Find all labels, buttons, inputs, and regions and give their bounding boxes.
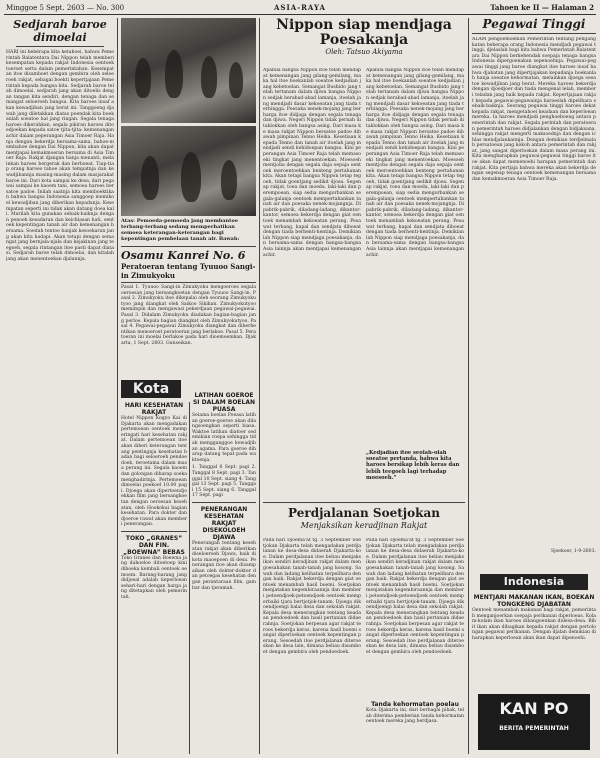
article-pegawai-closing: Sjoekoer, 1-9-2603. xyxy=(550,549,596,554)
article-osamu xyxy=(121,246,256,378)
article-osamu-subhead: Peratoeran tentang Tyuuoo Sangi-in Zimukyoku xyxy=(121,262,256,280)
article-soetjokan-subhead: Menjaksikan keradjinan Rakjat xyxy=(300,521,428,530)
kota-item2-title: TOKO „GRANES” DAN FIN. „BOEWNA” BEBAS xyxy=(123,534,185,556)
article-osamu-body: Pasal 1. Tyuuoo Sangi-in Zimukyoku mengoeroes segala oeroesan jang bersangkoetan dengan Tyuuoo Sangi-in. Pasal 2. Zimukyoku itoe dikepalai oleh seorang Zimukyokutyoo jang diangkat oleh Saikoo Sikikan. Zimukyokutyoo memimpin dan mengawasi pekerdjaan pegawai-pegawai. Pasal 3. Didalam Zimukyoku diadakan bagian-bagian jang perloe. Kepala bagian diangkat oleh Zimukyokutyoo. Pasal 4. Pegawai-pegawai Zimukyoku diangkat dan diberhentikan menoeroet peratoeran jang berlakoe. Pasal 5. Peratoeran ini moelai berlakoe pada hari dioemoemkan. Djakarta, 1 Sept. 2603. Gunseikan. xyxy=(121,285,256,346)
indonesia-banner: Indonesia xyxy=(480,574,588,590)
photo-pemoeda-bottom xyxy=(121,126,256,216)
article-nippon-head xyxy=(263,18,465,66)
latihan-body: Selama boelan Poeasa latihan goeroe-goeroe akan dilangsoengkan seperti biasa. Waktoe latihan diatoer sedemikian roepa sehingga tidak mengganggoe kewadjiban agama. Para goeroe diharap datang tepat pada waktoenja. xyxy=(192,413,256,463)
article-nippon-byline: Oleh: Tatsuo Akiyama xyxy=(325,48,403,56)
photo-figure xyxy=(181,152,201,202)
article-pegawai xyxy=(472,18,596,566)
column-divider xyxy=(468,18,469,754)
section-divider xyxy=(263,502,465,503)
photo-figure xyxy=(141,156,159,200)
latihan-list: 1. Tanggal 6 Sept. pagi 2. Tanggal 8 Sept. pagi 3. Tanggal 10 Sept. siang 4. Tanggal 13 Sept. pagi 5. Tanggal 15 Sept. siang 6. Tanggal 17 Sept. pagi xyxy=(192,465,256,499)
kanpo-ad-subtitle: BERITA PEMERINTAH xyxy=(499,725,569,732)
penerangan-title: PENERANGAN KESEHATAN RAKJAT DISEKOLOEH DJAWA xyxy=(200,505,248,541)
kanpo-ad-title: KAN PO xyxy=(499,699,569,718)
penerangan-body: Penerangan tentang kesehatan rakjat akan diberikan diseloeroeh Djawa, baik di kota maoepoen di desa. Penerangan itoe akan disampaikan oleh dokter-dokter dan petoegas kesehatan dengan perantaraan film, gambar dan tjeramah. xyxy=(192,540,256,591)
article-sedjarah xyxy=(6,18,114,754)
photo-caption: Atas: Pemoeda-pemoeda jang membantoe terbang-terbang sedang memperhatikan semoea keterangan-keterangan bagi kepentingan pembelaan tanah air. Bawah: xyxy=(121,218,240,242)
article-soetjokan-headline: Perdjalanan Soetjokan xyxy=(288,506,440,520)
kota-item2-body: Toko Granes dan Boewna jang dahoeloe ditoetoep kini diboeka kembali oentoek oemoem. Barang-barang jang didjoeal adalah keperloean sehari-hari dengan harga jang ditetapkan oleh pemerintah. xyxy=(121,555,187,601)
indonesia-section xyxy=(472,594,596,686)
kota-section xyxy=(121,402,187,754)
soetjokan-footer-title: Tanda kehormatan poelau xyxy=(371,701,459,708)
article-sedjarah-headline: Sedjarah baroe dimoelai xyxy=(13,18,107,44)
article-nippon-body-cont: Apabila bangsa Nippon itoe telah mendapat kemenangan jang gilang-gemilang, maka hal itoe boekanlah soeatoe kedjadian jang kebetoelan. Semangat Bushido jang telah tertanam dalam djiwa bangsa Nippon sedjak berabad-abad lamanja, itoelah jang mendjadi dasar kekoeatan jang tiada terhingga. Poesaka nenek-mojang jang berharga itoe didjaga dengan segala tenaga dan djiwa. Negeri Nippon tidak pernah ditaklokkan oleh bangsa asing. Dari masa ke masa rakjat Nippon bersatoe padoe dibawah pimpinan Tenno Heika. Kesetiaan kepada Tenno dan tanah air itoelah jang mendjadi sendi kehidoepan bangsa. Kini peperangan Asia Timoer Raja telah memasoeki tingkat jang menentoekan. Moesoeh mentjoba dengan segala daja oepaja oentoek meroentoehkan benteng pertahanan kita. Akan tetapi bangsa Nippon tetap tegoeh, tidak goentjang sedikit djoea. Segenap rakjat, toea dan moeda, laki-laki dan perempoean, siap sedia mengorbankan segala-galanja oentoek mempertahankan tanah air dan poesaka nenek-mojangnja. Dipabrik-pabrik, diladang-ladang, dikantor-kantor, semoea bekerdja dengan giat oentoek menambah kekoeatan perang. Pesawat terbang, kapal dan sendjata diboeat dengan tiada berhenti-hentinja. Demikianlah Nippon siap mendjaga poesakanja, dan bersama-sama dengan bangsa-bangsa Asia lainnja akan mentjapai kemenangan achir. xyxy=(366,68,464,258)
article-nippon-body: Apabila bangsa Nippon itoe telah mendapat kemenangan jang gilang-gemilang, maka hal itoe boekanlah soeatoe kedjadian jang kebetoelan. Semangat Bushido jang telah tertanam dalam djiwa bangsa Nippon sedjak berabad-abad lamanja, itoelah jang mendjadi dasar kekoeatan jang tiada terhingga. Poesaka nenek-mojang jang berharga itoe didjaga dengan segala tenaga dan djiwa. Negeri Nippon tidak pernah ditaklokkan oleh bangsa asing. Dari masa ke masa rakjat Nippon bersatoe padoe dibawah pimpinan Tenno Heika. Kesetiaan kepada Tenno dan tanah air itoelah jang mendjadi sendi kehidoepan bangsa. Kini peperangan Asia Timoer Raja telah memasoeki tingkat jang menentoekan. Moesoeh mentjoba dengan segala daja oepaja oentoek meroentoehkan benteng pertahanan kita. Akan tetapi bangsa Nippon tetap tegoeh, tidak goentjang sedikit djoea. Segenap rakjat, toea dan moeda, laki-laki dan perempoean, siap sedia mengorbankan segala-galanja oentoek mempertahankan tanah air dan poesaka nenek-mojangnja. Dipabrik-pabrik, diladang-ladang, dikantor-kantor, semoea bekerdja dengan giat oentoek menambah kekoeatan perang. Pesawat terbang, kapal dan sendjata diboeat dengan tiada berhenti-hentinja. Demikianlah Nippon siap mendjaga poesakanja, dan bersama-sama dengan bangsa-bangsa Asia lainnja akan mentjapai kemenangan achir. xyxy=(263,68,361,258)
article-nippon-note: „Kedjadian itoe seolah-olah soeatoe pertanda, bahwa kita haroes bersikap lebih keras dan lebih teegoeh lagi terhadap moesoeh.” xyxy=(366,450,460,481)
article-nippon-headline: Nippon siap mendjaga Poesakanja xyxy=(276,18,452,48)
column-divider xyxy=(189,402,190,754)
photo-figure xyxy=(165,50,183,98)
photo-figure xyxy=(201,56,217,98)
masthead-date: Minggoe 5 Sept. 2603 — No. 300 xyxy=(6,4,125,12)
article-soetjokan-col2 xyxy=(366,538,464,754)
indonesia-body: Oentoek menambah makanan bagi rakjat, pemerintah menganjoerkan soepaja perikanan diperloeas. Kolam-kolam ikan haroes dibangoenkan didesa-desa. Bibit ikan akan dibagikan kepada rakjat dengan pertolongan pegawai perikanan. Dengan djalan demikian diharapkan keperloean akan ikan dapat dipenoehi. xyxy=(472,608,596,641)
soetjokan-footer-body: Kota Djakarta ini, dari berbagai pihak, telah diterima pemberian tanda kehormatan oentoek mereka jang berdjasa. xyxy=(366,708,464,725)
article-pegawai-headline: Pegawai Tinggi xyxy=(482,18,586,31)
masthead xyxy=(4,2,596,15)
article-sedjarah-body: HARI ini bebérapa kita ketahoei, bahwa Pemerintah Balatentara Dai Nippon telah memberi kesempatan kepada rakjat Indonesia oentoek toeroet serta dalam pemerintahan. Kesempatan itoe disamboet dengan gembira oleh seloeroeh rakjat, sebagai boekti kepertjajaan Pemerintah kepada bangsa kita. Sedjarah baroe telah dimoelai, sedjarah jang akan ditoelis dengan tangan kita sendiri, dengan tenaga dan semangat seloeroeh bangsa. Kita haroes insaf akan kewadjiban jang berat ini. Tanggoeng djawab jang diletakkan diatas poendak kita boekanlah soeatoe hal jang ringan. Segala tenaga haroes dikerahkan, segala pikiran haroes ditoedjoekan kepada satoe tjita-tjita: kemenangan achir dalam peperangan Asia Timoer Raja. Hanja dengan bekerdja bersama-sama, bahoe-membahoe dengan Dai Nippon, kita akan dapat mentjapai kemakmoeran bersama di Asia Timoer Raja. Rakjat djangan hanja menanti, melainkan haroes bergerak dan berboeat. Tiap-tiap orang haroes tahoe akan tempatnja dan kewadjibannja masing-masing dalam masjarakat baroe ini. Dari kota sampai ke desa, dari pegawai sampai ke kaoem tani, semoea haroes bersatoe padoe. Inilah saatnja kita memboektikan bahwa bangsa Indonesia sanggoep memikoel kewadjiban jang diberikan kepadanja. Kesempatan seperti ini tidak akan datang doea kali. Marilah kita gunakan sebaik-baiknja dengan penoeh kesadaran dan keichlasan hati, oentoek kepentingan tanah air dan kemenangan bersama. Soedah tentoe banjak kesoekaran jang akan kita hadapi. Akan tetapi dengan semangat jang bernjala-njala dan kejakinan jang teegoeh, segala rintangan itoe pasti dapat diatasi. Sedjarah baroe telah dimoelai, dan kitalah jang akan menentoekan djalannja. xyxy=(6,50,114,262)
article-soetjokan-head xyxy=(263,506,465,536)
kota-banner: Kota xyxy=(121,380,181,398)
photo-figure xyxy=(221,160,237,200)
kanpo-ad xyxy=(478,694,590,750)
column-divider xyxy=(259,18,260,754)
latihan-section xyxy=(192,392,256,754)
masthead-title: ASIA-RAYA xyxy=(274,3,326,12)
masthead-issue: Tahoen ke II — Halaman 2 xyxy=(490,3,594,12)
kota-item1-body: Hotel Nippon Kogyo Kai di Djakarta akan mengadakan pertemoean oentoek memperingati hari kesehatan rakjat. Dalam pertemoean itoe akan diberi keterangan tentang pentingnja kesehatan badan bagi seloeroeh pendoedoek, teroetama dalam masa perang ini. Segala kaoem dan golongan diharap soeka menghadirinja. Pertemoean dimoelai poekoel 10.00 pagi. Djoega akan dipertoendjoekkan film jang bersangkoetan dengan oeroesan kesehatan, oleh Hookokai bagian kesehatan. Para dokter dan djoeroe rawat akan memberi penerangan. xyxy=(121,416,187,528)
article-soetjokan-body-cont: Pada hari Djoema'at tg. 3 September Soetjokan Djakarta telah mengadakan perdjalanan ke desa-desa didaerah Djakarta-koe. Dalam perdjalanan itoe beliau menjaksikan sendiri keradjinan rakjat dalam mengoesahakan tanah-tanah jang kosong. Sawah dan ladang kelihatan terpelihara dengan baik. Rakjat bekerdja dengan giat oentoek menambah hasil boemi. Soetjokan menjatakan kegembiraannja dan memberi petoendjoek-petoendjoek oentoek memperbaiki tjara bertjotjok-tanam. Djoega dikoendjoengi balai desa dan sekolah rakjat. Kepala desa menerangkan tentang keadaan pendoedoek dan hasil pertanian didaerahnja. Soetjokan berpesan agar rakjat teroes bekerdja keras, karena hasil boemi sangat diperloekan oentoek kepentingan perang. Sesoedah itoe perdjalanan diteroeskan ke desa lain, dimana beliau disamboet dengan gembira oleh pendoedoek. xyxy=(366,538,464,655)
latihan-title: LATIHAN GOEROE SI DALAM BOELAN PUASA xyxy=(192,392,256,413)
kota-item1-title: HARI KESEHATAN RAKJAT xyxy=(124,402,184,416)
photo-figure xyxy=(229,62,243,98)
column-divider xyxy=(117,18,118,754)
photo-pemoeda-top xyxy=(121,18,256,123)
article-pegawai-body: ALAM pengoemoeman Pemerintah tentang pengangkatan beberapa orang Indonesia mendjadi pegawai tinggi, djelaslah bagi kita bahwa Pemerintah Balatentara Dai Nippon berkehendak soepaja tenaga bangsa Indonesia dipergoenakan sepenoehnja. Pegawai-pegawai tinggi jang baroe diangkat itoe haroes insaf bahwa djabatan jang dipertjajakan kepadanja boekanlah hanja soeatoe kehormatan, melainkan djoega soeatoe kewadjiban jang berat. Mereka haroes bekerdja dengan djoedjoer dan tiada mengenal lelah, memberi teladan jang baik kepada rakjat. Kepertjajaan rakjat kepada pegawai-pegawainja haroeslah dipelihara sebaik-baiknja. Seorang pegawai tinggi haroes dekat kepada rakjat, mengetahoei keadaan dan keperloean mereka. Ia haroes mendjadi penghoeboeng antara pemerintah dan rakjat. Segala perintah dan peratoeran pemerintah haroes didjalankan dengan bidjaksana, sehingga rakjat mengerti maksoednja dan dengan ichlas mendjalankannja. Dengan demikian terdjelmalah persatoean jang kokoh antara pemerintah dan rakjat, jang sangat diperloekan dalam masa perang ini. Kita mengharapkan pegawai-pegawai tinggi baroe itoe akan dapat memenoehi harapan pemerintah dan rakjat. Kita pertjaja bahwa mereka akan bekerdja dengan segenap tenaga oentoek kemenangan bersama dan kemakmoeran Asia Timoer Raja. xyxy=(472,37,596,182)
article-soetjokan-body: Pada hari Djoema'at tg. 3 September Soetjokan Djakarta telah mengadakan perdjalanan ke desa-desa didaerah Djakarta-koe. Dalam perdjalanan itoe beliau menjaksikan sendiri keradjinan rakjat dalam mengoesahakan tanah-tanah jang kosong. Sawah dan ladang kelihatan terpelihara dengan baik. Rakjat bekerdja dengan giat oentoek menambah hasil boemi. Soetjokan menjatakan kegembiraannja dan memberi petoendjoek-petoendjoek oentoek memperbaiki tjara bertjotjok-tanam. Djoega dikoendjoengi balai desa dan sekolah rakjat. Kepala desa menerangkan tentang keadaan pendoedoek dan hasil pertanian didaerahnja. Soetjokan berpesan agar rakjat teroes bekerdja keras, karena hasil boemi sangat diperloekan oentoek kepentingan perang. Sesoedah itoe perdjalanan diteroeskan ke desa lain, dimana beliau disamboet dengan gembira oleh pendoedoek. xyxy=(263,538,361,655)
photo-figure xyxy=(135,58,151,98)
article-osamu-headline: Osamu Kanrei No. 6 xyxy=(121,249,246,262)
indonesia-title: MENTJARI MAKANAN IKAN, BOEKAN TONGKENG DJABATAN xyxy=(473,594,595,608)
